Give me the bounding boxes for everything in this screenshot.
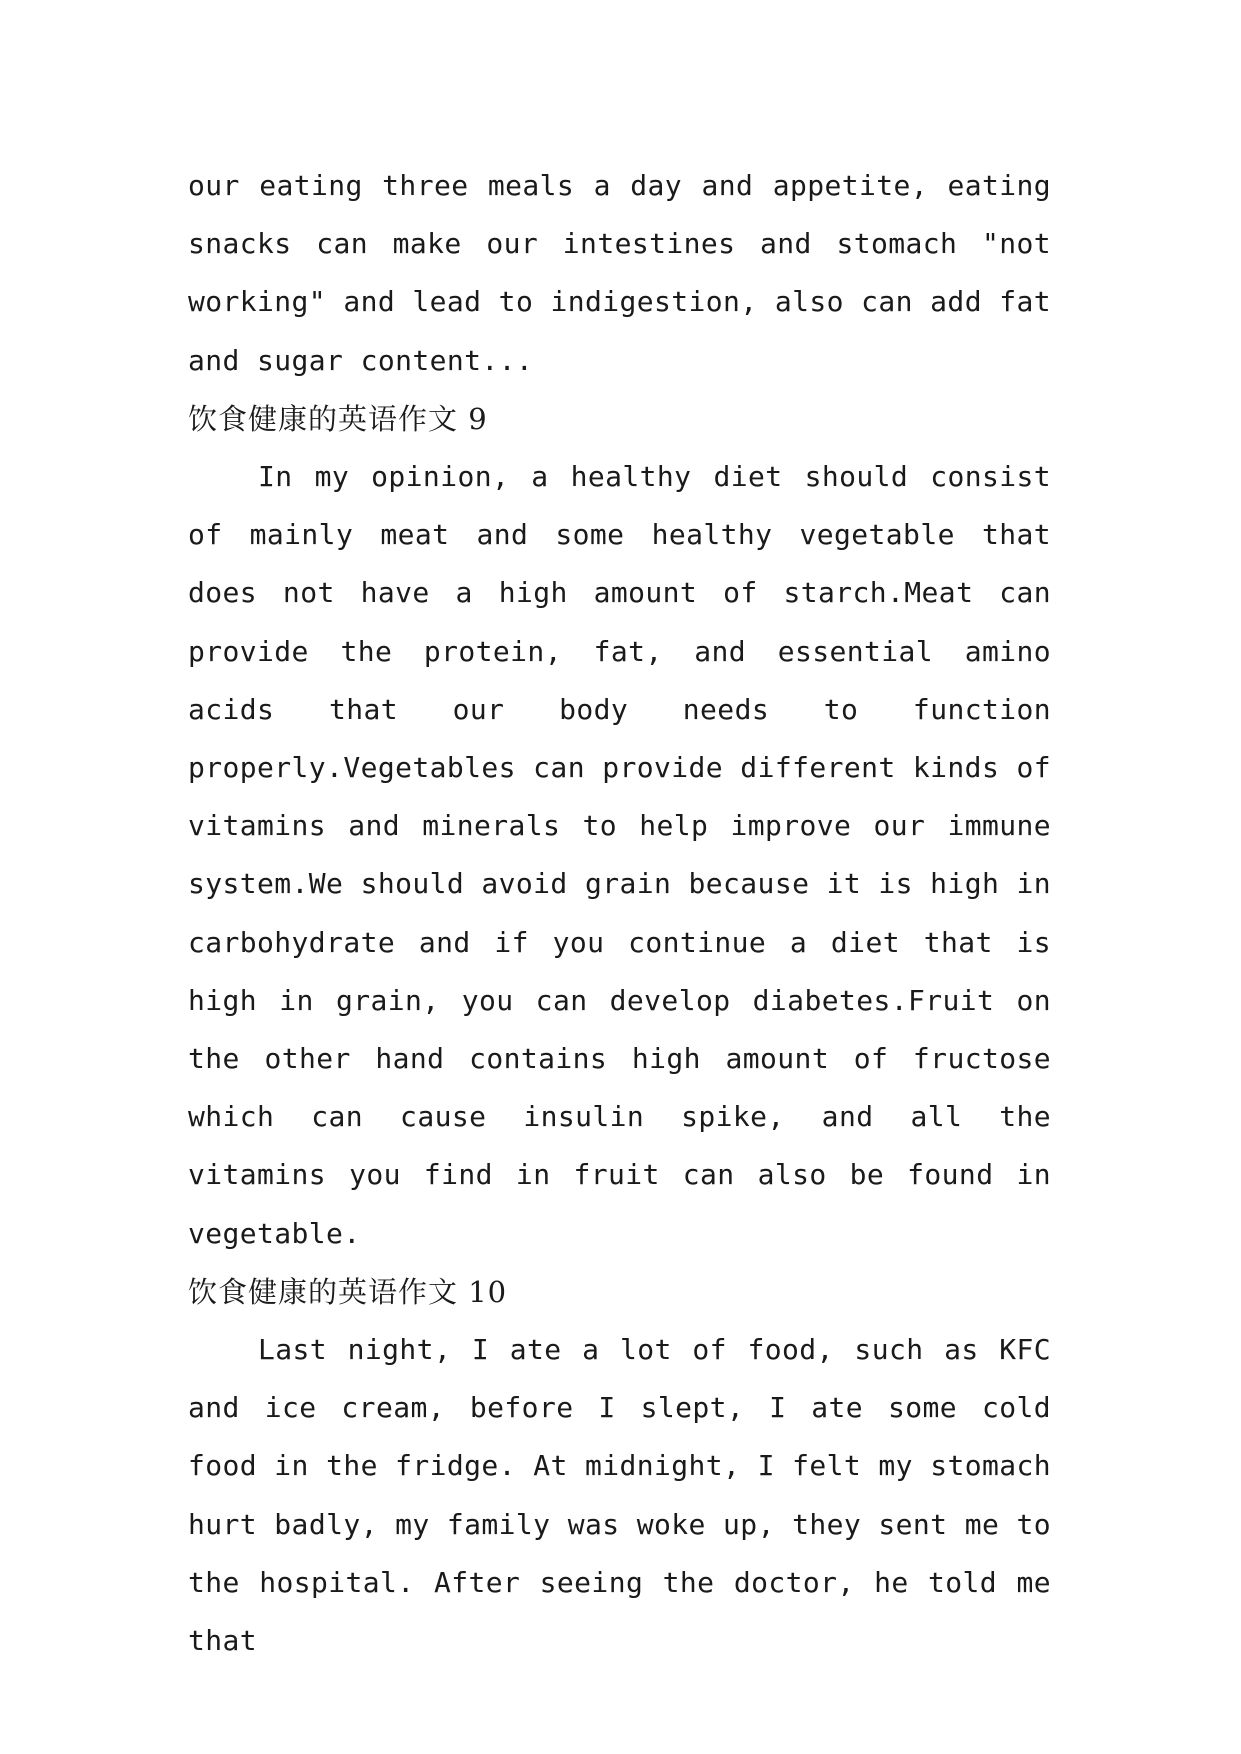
essay-10-heading: 饮食健康的英语作文 10 [188, 1274, 508, 1309]
essay-9-paragraph: In my opinion, a healthy diet should consist of mainly meat and some healthy vegetable that does not have a high amount of starch.Meat can provide the protein, fat, and essential amino acids that our body needs to function properly.Vegetables can provide different kinds of vitamins and minerals to help improve our immune system.We should avoid grain because it is high in carbohydrate and if you continue a diet that is high in grain, you can develop diabetes.Fruit on the other hand contains high amount of fructose which can cause insulin spike, and all the vitamins you find in fruit can also be found in vegetable. [188, 460, 1051, 1250]
essay-8-continuation-paragraph: our eating three meals a day and appetite, eating snacks can make our intestines and stomach "not working" and lead to indigestion, also can add fat and sugar content... [188, 169, 1051, 377]
essay-10-paragraph: Last night, I ate a lot of food, such as KFC and ice cream, before I slept, I ate some cold food in the fridge. At midnight, I felt my stomach hurt badly, my family was woke up, they sent me to the hospital. After seeing the doctor, he told me that [188, 1333, 1051, 1658]
essay-9-heading: 饮食健康的英语作文 9 [188, 401, 488, 436]
document-page [188, 157, 1051, 1670]
